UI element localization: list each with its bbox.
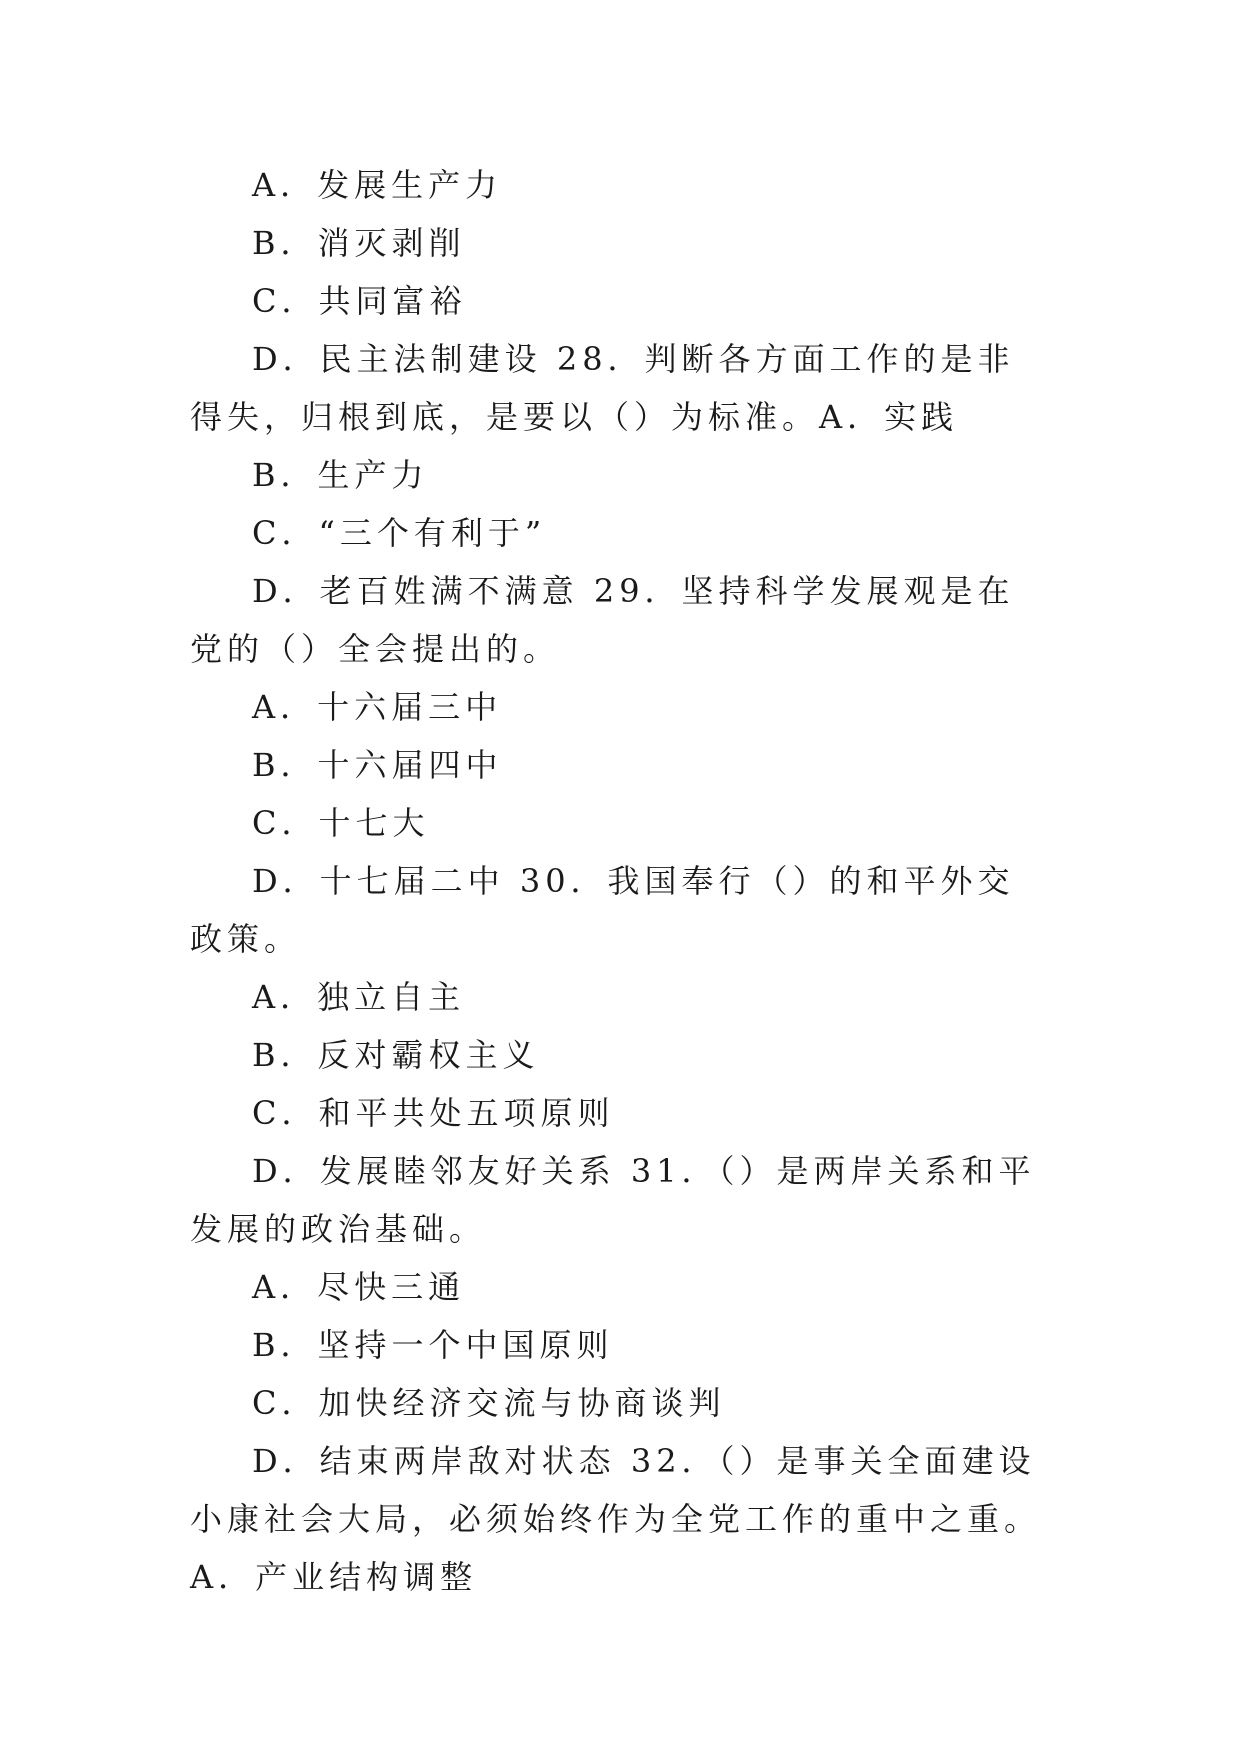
- option-c-q29: C．十七大: [252, 804, 430, 842]
- option-b-q30: B．反对霸权主义: [252, 1036, 540, 1074]
- option-b-q29: B．十六届四中: [252, 746, 503, 784]
- option-d-q28-question-29: D．老百姓满不满意 29．坚持科学发展观是在党的（）全会提出的。: [190, 572, 1015, 668]
- option-b-q28: B．生产力: [252, 456, 429, 494]
- option-d-q27-question-28: D．民主法制建设 28．判断各方面工作的是非得失，归根到底，是要以（）为标准。A．实践: [190, 340, 1015, 436]
- option-a-q29: A．十六届三中: [252, 688, 503, 726]
- option-c-q27: C．共同富裕: [252, 282, 467, 320]
- option-a-q31: A．尽快三通: [252, 1268, 466, 1306]
- option-d-q31-question-32: D．结束两岸敌对状态 32．（）是事关全面建设小康社会大局，必须始终作为全党工作的重中之重。A．产业结构调整: [190, 1442, 1042, 1596]
- option-d-q29-question-30: D．十七届二中 30．我国奉行（）的和平外交政策。: [190, 862, 1015, 958]
- document-body: [190, 156, 1050, 1606]
- option-c-q30: C．和平共处五项原则: [252, 1094, 615, 1132]
- option-a-q30: A．独立自主: [252, 978, 466, 1016]
- option-b-q31: B．坚持一个中国原则: [252, 1326, 614, 1364]
- option-a-q27: A．发展生产力: [252, 166, 503, 204]
- option-d-q30-question-31: D．发展睦邻友好关系 31．（）是两岸关系和平发展的政治基础。: [190, 1152, 1036, 1248]
- option-c-q31: C．加快经济交流与协商谈判: [252, 1384, 726, 1422]
- option-c-q28: C．“三个有利于”: [252, 514, 547, 552]
- option-b-q27: B．消灭剥削: [252, 224, 466, 262]
